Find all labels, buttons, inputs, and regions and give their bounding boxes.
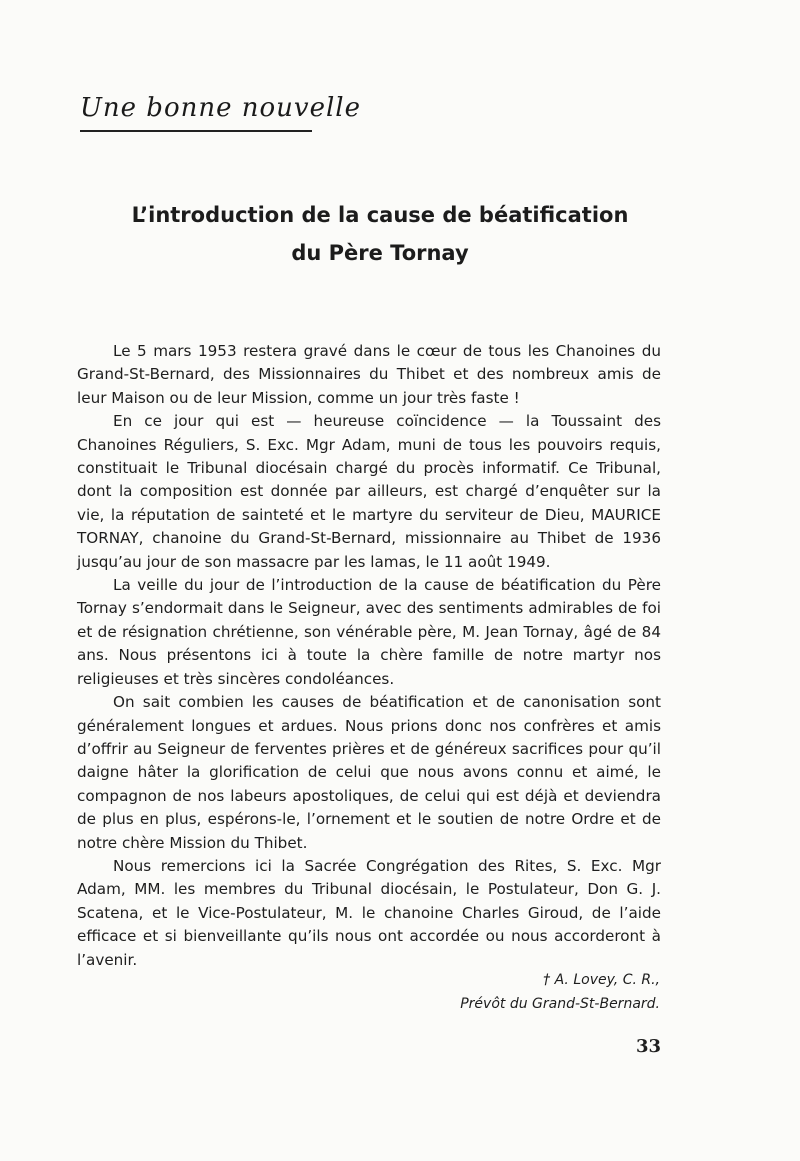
section-header <box>80 88 361 132</box>
paragraph-4: On sait combien les causes de béatification et de canonisation sont généralement longues et ardues. Nous prions donc nos confrères et amis d’offrir au Seigneur de ferventes prières et de généreux sacrifices pour qu’il daigne hâter la glorification de celui que nous avons connu et aimé, le compagnon de nos labeurs apostoliques, de celui qui est déjà et deviendra de plus en plus, espérons-le, l’ornement et le soutien de notre Ordre et de notre chère Mission du Thibet. <box>77 693 661 852</box>
paragraph-2: En ce jour qui est — heureuse coïncidence — la Toussaint des Chanoines Réguliers, S. Exc. Mgr Adam, muni de tous les pouvoirs requis, constituait le Tribunal diocésain chargé du procès informatif. Ce Tribunal, dont la composition est donnée par ailleurs, est chargé d’enquêter sur la vie, la réputation de sainteté et le martyre du serviteur de Dieu, MAURICE TORNAY, chanoine du Grand-St-Bernard, missionnaire au Thibet de 1936 jusqu’au jour de son massacre par les lamas, le 11 août 1949. <box>77 412 661 571</box>
paragraph-3: La veille du jour de l’introduction de la cause de béatification du Père Tornay s’endormait dans le Seigneur, avec des sentiments admirables de foi et de résignation chrétienne, son vénérable père, M. Jean Tornay, âgé de 84 ans. Nous présentons ici à toute la chère famille de notre martyr nos religieuses et très sincères condoléances. <box>77 576 661 688</box>
article-title-line-2: du Père Tornay <box>291 241 469 265</box>
signature-title: Prévôt du Grand-St-Bernard. <box>460 996 660 1012</box>
signature-name: † A. Lovey, C. R., <box>543 972 660 988</box>
section-underline <box>80 130 312 132</box>
paragraph-1: Le 5 mars 1953 restera gravé dans le cœur de tous les Chanoines du Grand-St-Bernard, des Missionnaires du Thibet et des nombreux amis de leur Maison ou de leur Mission, comme un jour très faste ! <box>77 342 661 407</box>
section-title: Une bonne nouvelle <box>80 93 361 123</box>
page-number: 33 <box>635 1036 661 1057</box>
signature-block <box>460 968 660 1016</box>
article-title-line-1: L’introduction de la cause de béatification <box>131 203 629 227</box>
article-body <box>77 340 661 972</box>
paragraph-5: Nous remercions ici la Sacrée Congrégation des Rites, S. Exc. Mgr Adam, MM. les membres du Tribunal diocésain, le Postulateur, Don G. J. Scatena, et le Vice-Postulateur, M. le chanoine Charles Giroud, de l’aide efficace et si bienveillante qu’ils nous ont accordée ou nous accorderont à l’avenir. <box>77 856 661 969</box>
article-title <box>80 196 680 272</box>
